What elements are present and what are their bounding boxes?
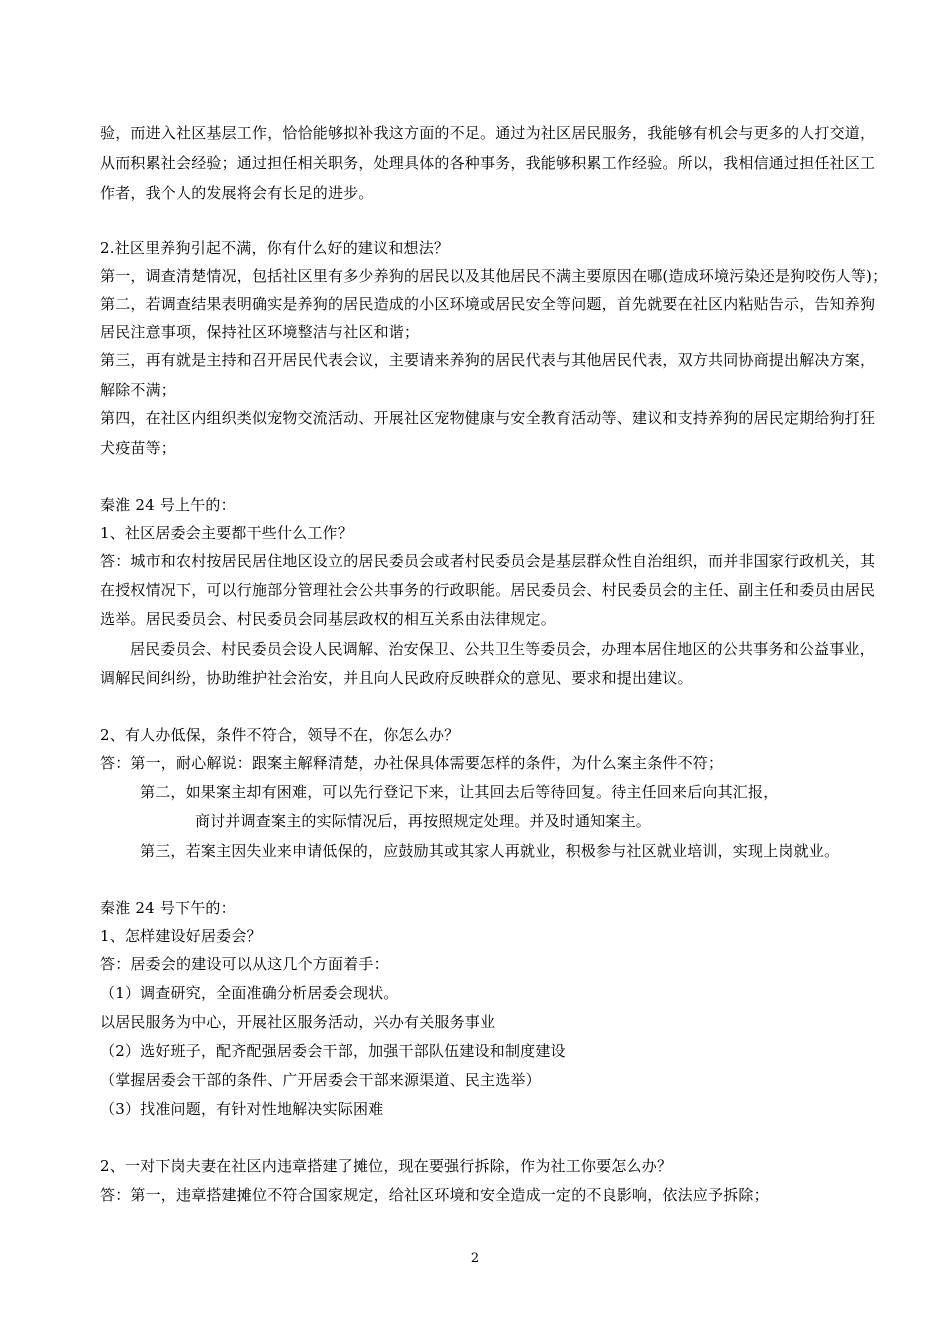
list-item: （1）调查研究，全面准确分析居委会现状。 [100,984,399,1002]
list-item: （2）选好班子，配齐配强居委会干部，加强干部队伍建设和制度建设 [100,1042,566,1060]
paragraph-line: 答：居委会的建设可以从这几个方面着手： [100,955,389,973]
paragraph-line: 选举。居民委员会、村民委员会同基层政权的相互关系由法律规定。 [100,610,557,628]
paragraph-line: 答：第一，违章搭建摊位不符合国家规定，给社区环境和安全造成一定的不良影响，依法应予拆除； [100,1186,769,1204]
question-heading: 2、有人办低保，条件不符合，领导不在，你怎么办？ [100,726,460,744]
paragraph-line: 居民注意事项，保持社区环境整洁与社区和谐； [100,323,420,341]
paragraph-line: 作者，我个人的发展将会有长足的进步。 [100,184,374,202]
paragraph-line: 验，而进入社区基层工作，恰恰能够拟补我这方面的不足。通过为社区居民服务，我能够有机会与更多的人打交道， [100,124,876,142]
question-heading: 2.社区里养狗引起不满，你有什么好的建议和想法？ [100,239,450,257]
paragraph-line: （掌握居委会干部的条件、广开居委会干部来源渠道、民主选举） [100,1071,541,1089]
page-number: 2 [470,1251,480,1266]
paragraph-line: 第四，在社区内组织类似宠物交流活动、开展社区宠物健康与安全教育活动等、建议和支持养狗的居民定期给狗打狂 [100,409,876,427]
paragraph-line: 从而积累社会经验；通过担任相关职务，处理具体的各种事务，我能够积累工作经验。所以，我相信通过担任社区工 [100,154,876,172]
paragraph-line: 第二，如果案主却有困难，可以先行登记下来，让其回去后等待回复。待主任回来后向其汇报， [140,783,779,801]
paragraph-line: 犬疫苗等； [100,439,177,457]
paragraph-line: 第三，若案主因失业来申请低保的，应鼓励其或其家人再就业，积极参与社区就业培训，实现上岗就业。 [140,842,840,860]
paragraph-line: 答：第一，耐心解说：跟案主解释清楚，办社保具体需要怎样的条件，为什么案主条件不符； [100,754,724,772]
question-heading: 2、一对下岗夫妻在社区内违章搭建了摊位，现在要强行拆除，作为社工你要怎么办？ [100,1157,673,1175]
paragraph-line: 第一，调查清楚情况，包括社区里有多少养狗的居民以及其他居民不满主要原因在哪(造成环境污染还是狗咬伤人等)； [100,267,888,285]
paragraph-line: 答：城市和农村按居民居住地区设立的居民委员会或者村民委员会是基层群众性自治组织，而并非国家行政机关，其 [100,552,876,570]
paragraph-line: 居民委员会、村民委员会设人民调解、治安保卫、公共卫生等委员会，办理本居住地区的公共事务和公益事业， [130,640,875,658]
list-item: （3）找准问题，有针对性地解决实际困难 [100,1100,384,1118]
paragraph-line: 第二，若调查结果表明确实是养狗的居民造成的小区环境或居民安全等问题，首先就要在社区内粘贴告示，告知养狗 [100,295,876,313]
question-heading: 1、社区居委会主要都干些什么工作？ [100,524,353,542]
paragraph-line: 在授权情况下，可以行施部分管理社会公共事务的行政职能。居民委员会、村民委员会的主任、副主任和委员由居民 [100,581,876,599]
paragraph-line: 调解民间纠纷，协助维护社会治安，并且向人民政府反映群众的意见、要求和提出建议。 [100,669,693,687]
paragraph-line: 第三，再有就是主持和召开居民代表会议，主要请来养狗的居民代表与其他居民代表，双方共同协商提出解决方案， [100,351,876,369]
paragraph-line: 解除不满； [100,381,177,399]
question-heading: 1、怎样建设好居委会？ [100,927,262,945]
paragraph-line: 以居民服务为中心，开展社区服务活动，兴办有关服务事业 [100,1013,496,1031]
section-heading: 秦淮 24 号下午的： [100,899,236,917]
section-heading: 秦淮 24 号上午的： [100,496,236,514]
paragraph-line: 商讨并调查案主的实际情况后，再按照规定处理。并及时通知案主。 [195,812,652,830]
